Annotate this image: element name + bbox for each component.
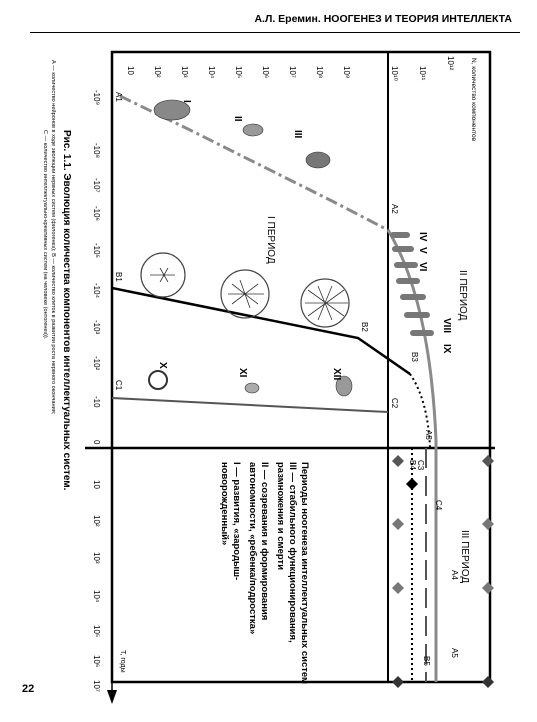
t-tick: 10² (92, 515, 101, 527)
running-header-title: А.Л. Еремин. НООГЕНЕЗ И ТЕОРИЯ ИНТЕЛЛЕКТА (254, 13, 512, 25)
legend-line: III — стабильного функционирования, (287, 462, 298, 643)
n-tick: 10⁷ (288, 66, 297, 78)
stage-label: XII (331, 368, 342, 381)
marker-diamond (482, 518, 494, 530)
page-number: 22 (22, 683, 35, 695)
t-tick: 10⁶ (92, 655, 101, 668)
legend (219, 462, 310, 684)
point-label: C2 (390, 398, 399, 409)
organism-icon (154, 100, 190, 120)
stage-label: V (417, 247, 428, 254)
n-tick: 10² (153, 66, 162, 78)
t-tick: -10³ (92, 320, 101, 335)
marker-diamond (392, 518, 404, 530)
t-tick: -10⁷ (92, 178, 101, 193)
legend-line: II — созревания и формирования (259, 462, 270, 621)
n-tick: 10⁵ (234, 66, 243, 79)
t-tick: -10⁴ (92, 283, 101, 298)
stage-label: IV (417, 232, 428, 242)
point-label: B4 (408, 460, 417, 470)
marker-diamond (392, 676, 404, 688)
marker-diamond (482, 455, 494, 467)
point-label: A1 (114, 92, 123, 102)
human-figure (392, 246, 414, 252)
period-label-2: II ПЕРИОД (457, 270, 468, 321)
marker-diamond (482, 582, 494, 594)
organism-sketches (149, 100, 352, 396)
human-figure (400, 294, 426, 300)
figure-caption: Рис. 1.1. Эволюция количества компонентов интеллектуальных систем. (61, 130, 72, 491)
n-tick: 10⁸ (315, 66, 324, 79)
stage-label: XI (237, 368, 248, 378)
t-tick: -10⁹ (92, 90, 101, 105)
figure-note-c: С — количество интеллектуально-креативных систем (на человеке (онтогенез)). (42, 130, 48, 340)
legend-title: Периоды ноогенеза интеллектуальных систем (299, 462, 310, 685)
stage-label: X (157, 362, 168, 369)
human-figure (390, 232, 410, 238)
stage-label: VIII (441, 318, 452, 334)
neuron-branch (305, 286, 348, 320)
t-tick: -10² (92, 356, 101, 371)
human-figure (404, 312, 430, 318)
t-tick: -10⁵ (92, 243, 101, 258)
point-label: B2 (360, 322, 369, 332)
organism-icon (245, 383, 259, 393)
point-label: B1 (114, 272, 123, 282)
t-tick: 10 (92, 480, 101, 489)
legend-line: автономности, «ребенка/подростка» (247, 462, 258, 635)
stage-label: II (232, 116, 243, 122)
figure-note-a: А — количество нейронов в ходе эволюции нервных систем (филогенез); В — количество клеток в развитии роста нервного окончания; (50, 60, 56, 415)
period-label-3: III ПЕРИОД (459, 530, 470, 584)
point-label: C1 (114, 380, 123, 391)
t-axis-ticks (92, 90, 101, 692)
t-tick: 10³ (92, 552, 101, 564)
stage-label: III (292, 130, 303, 139)
marker-diamond (392, 455, 404, 467)
legend-line: размножения и смерти (275, 462, 286, 571)
n-tick: 10¹² (446, 56, 455, 71)
organism-icon (149, 371, 167, 389)
n-axis-ticks (126, 56, 455, 81)
human-figure (396, 278, 420, 284)
stage-labels (157, 100, 452, 380)
point-label: B3 (410, 352, 419, 362)
n-tick: 10¹¹ (418, 66, 427, 81)
n-tick: 10³ (180, 66, 189, 78)
t-tick: -10⁸ (92, 143, 101, 158)
human-figure (394, 262, 418, 268)
t-tick: 10⁵ (92, 625, 101, 638)
point-label: A3 (424, 430, 433, 440)
n-tick: 10⁴ (207, 66, 216, 79)
t-tick: -10⁶ (92, 206, 101, 221)
neuron-branch (228, 280, 264, 308)
point-label: C3 (416, 460, 425, 471)
stage-label: VI (417, 262, 428, 272)
point-label: A5 (450, 648, 459, 658)
legend-line: новорожденный» (219, 462, 230, 546)
n-tick: 10⁹ (342, 66, 351, 79)
period3-markers (392, 455, 494, 688)
time-axis-arrow (107, 690, 117, 704)
point-label: A2 (390, 204, 399, 214)
n-tick: 10 (126, 66, 135, 75)
organism-icon (306, 152, 330, 168)
t-tick: 10⁴ (92, 590, 101, 603)
human-figure (410, 330, 434, 336)
period-label-1: I ПЕРИОД (265, 216, 276, 264)
marker-diamond (482, 676, 494, 688)
t-axis-title: Т, годы (119, 650, 126, 673)
stage-label: IX (441, 344, 452, 354)
organism-icon (243, 124, 263, 136)
n-axis-title: N, количество компонентов (470, 58, 477, 142)
neuron-branch (150, 268, 175, 282)
n-tick: 10⁶ (261, 66, 270, 79)
point-label: B5 (422, 656, 431, 666)
t-tick: -10 (92, 396, 101, 408)
neuron-cluster-icon (150, 268, 348, 320)
series-c-line (112, 398, 388, 412)
n-tick: 10¹⁰ (390, 66, 399, 81)
t-tick: 10⁷ (92, 680, 101, 692)
marker-diamond (392, 582, 404, 594)
stage-label: I (181, 100, 192, 103)
point-label: A4 (450, 570, 459, 580)
point-label: C4 (434, 500, 443, 511)
t-tick: 0 (92, 440, 101, 445)
legend-line: I — развития, «зародыш- (231, 462, 242, 581)
marker-diamond (406, 478, 418, 490)
